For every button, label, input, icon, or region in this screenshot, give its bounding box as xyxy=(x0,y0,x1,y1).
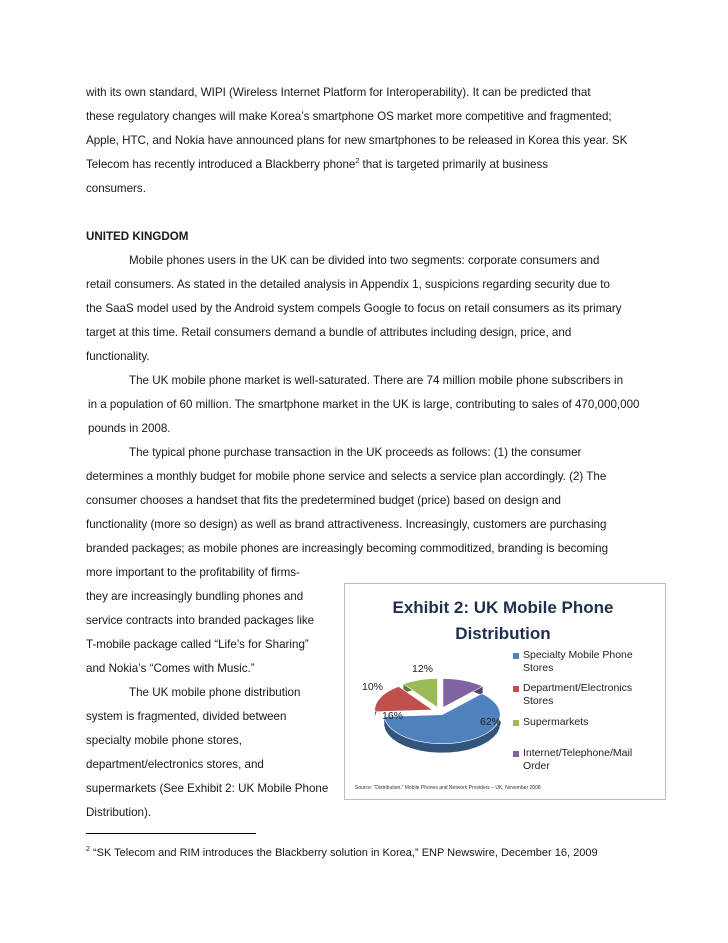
legend-entry: Order xyxy=(523,760,550,772)
body-line: Distribution). xyxy=(86,806,152,819)
body-line: consumers. xyxy=(86,182,146,195)
pie-data-label: 16% xyxy=(382,710,404,722)
body-line: determines a monthly budget for mobile phone service and selects a service plan accordingly. (2) The xyxy=(86,470,607,483)
footnote-number: 2 xyxy=(86,846,90,853)
body-line: The typical phone purchase transaction in the UK proceeds as follows: (1) the consumer xyxy=(129,446,582,459)
body-line: T-mobile package called “Life’s for Sharing” xyxy=(86,638,309,651)
body-line: department/electronics stores, and xyxy=(86,758,264,771)
body-line: branded packages; as mobile phones are increasingly becoming commoditized, branding is becoming xyxy=(86,542,609,555)
section-heading: UNITED KINGDOM xyxy=(86,230,189,243)
body-line: system is fragmented, divided between xyxy=(86,710,287,723)
legend-entry: Supermarkets xyxy=(523,716,589,728)
body-line: Mobile phones users in the UK can be divided into two segments: corporate consumers and xyxy=(129,254,600,267)
pie-data-label: 12% xyxy=(412,663,434,675)
body-line: and Nokia’s “Comes with Music.” xyxy=(86,662,255,675)
legend-swatch xyxy=(513,751,519,757)
body-line: functionality. xyxy=(86,350,150,363)
body-line: the SaaS model used by the Android system compels Google to focus on retail consumers as its primary xyxy=(86,302,622,315)
chart-title: Distribution xyxy=(455,624,551,643)
chart-source-note: Source: “Distribution,” Mobile Phones and Network Providers – UK, November 2008 xyxy=(355,785,541,791)
body-text: Telecom has recently introduced a Blackberry phone xyxy=(86,158,356,171)
exhibit-pie-chart xyxy=(344,583,666,800)
body-line: specialty mobile phone stores, xyxy=(86,734,242,747)
footnote-reference: 2 xyxy=(355,158,360,165)
body-line: these regulatory changes will make Korea’s smartphone OS market more competitive and fragmented; xyxy=(86,110,612,123)
legend-entry: Internet/Telephone/Mail xyxy=(523,747,633,759)
chart-title: Exhibit 2: UK Mobile Phone xyxy=(392,598,614,617)
body-line: The UK mobile phone distribution xyxy=(129,686,301,699)
body-text: that is targeted primarily at business xyxy=(359,158,549,171)
legend-swatch xyxy=(513,686,519,692)
pie-plot xyxy=(345,644,545,794)
body-line: more important to the profitability of firms- xyxy=(86,566,300,579)
legend-entry: Stores xyxy=(523,662,554,674)
legend-entry: Department/Electronics xyxy=(523,682,633,694)
body-line: pounds in 2008. xyxy=(88,422,171,435)
body-line: functionality (more so design) as well as brand attractiveness. Increasingly, customers are purchasing xyxy=(86,518,607,531)
footnote xyxy=(86,846,598,860)
body-line: retail consumers. As stated in the detailed analysis in Appendix 1, suspicions regarding security due to xyxy=(86,278,610,291)
legend-swatch xyxy=(513,653,519,659)
body-line: Apple, HTC, and Nokia have announced plans for new smartphones to be released in Korea this year. SK xyxy=(86,134,628,147)
body-line: service contracts into branded packages like xyxy=(86,614,315,627)
body-line: The UK mobile phone market is well-saturated. There are 74 million mobile phone subscribers in xyxy=(129,374,624,387)
legend-swatch xyxy=(513,720,519,726)
body-line: target at this time. Retail consumers demand a bundle of attributes including design, price, and xyxy=(86,326,572,339)
body-line xyxy=(86,158,548,172)
footnote-separator xyxy=(86,833,256,834)
body-line: they are increasingly bundling phones and xyxy=(86,590,304,603)
body-line: with its own standard, WIPI (Wireless Internet Platform for Interoperability). It can be predicted that xyxy=(86,86,591,99)
legend-entry: Stores xyxy=(523,695,554,707)
body-line: consumer chooses a handset that fits the predetermined budget (price) based on design and xyxy=(86,494,561,507)
body-line: supermarkets (See Exhibit 2: UK Mobile Phone xyxy=(86,782,329,795)
body-line: in a population of 60 million. The smartphone market in the UK is large, contributing to sales of 470,000,000 xyxy=(88,398,640,411)
pie-data-label: 62% xyxy=(480,716,502,728)
legend-entry: Specialty Mobile Phone xyxy=(523,649,633,661)
footnote-text: “SK Telecom and RIM introduces the Blackberry solution in Korea,” ENP Newswire, December 16, 2009 xyxy=(89,847,598,859)
pie-data-label: 10% xyxy=(362,681,384,693)
